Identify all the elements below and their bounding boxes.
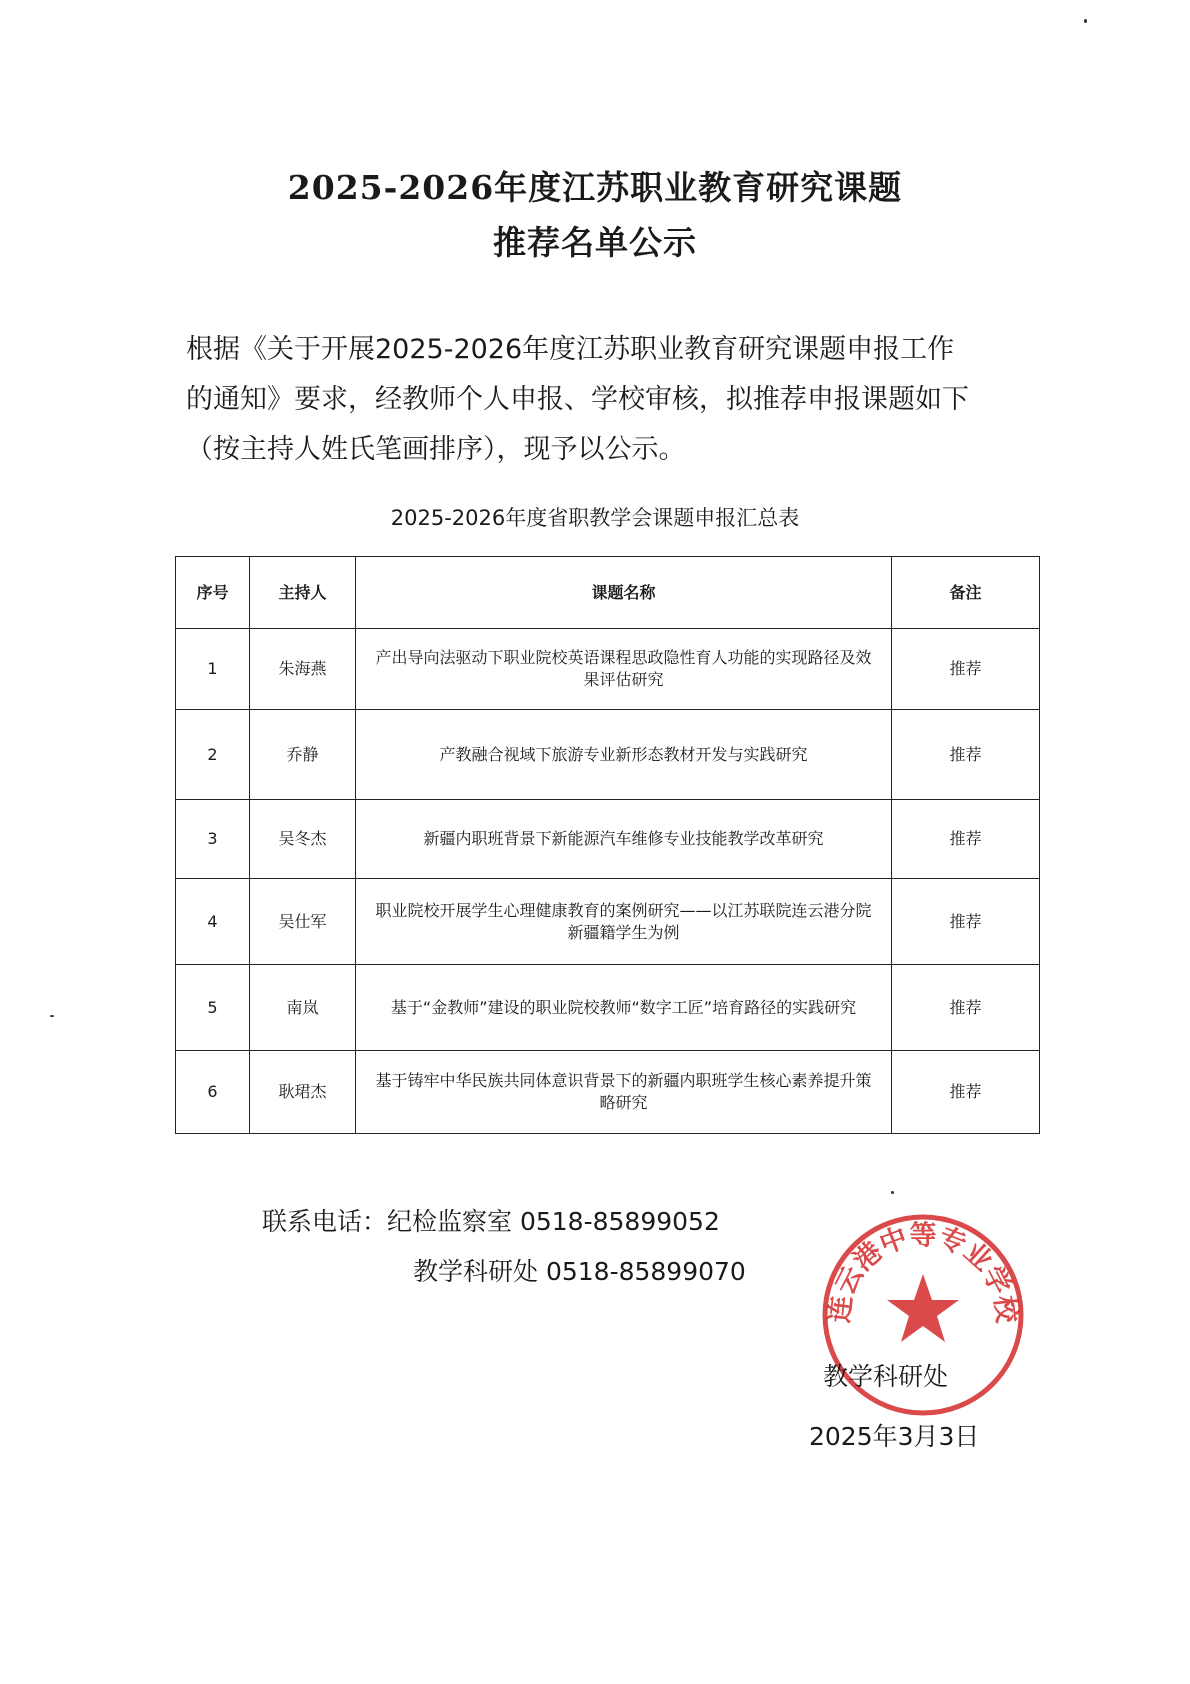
contact-research-office: 教学科研处 0518-85899070 — [413, 1257, 746, 1286]
row-host: 耿珺杰 — [250, 1051, 356, 1134]
signing-date: 2025年3月3日 — [809, 1422, 980, 1451]
row-note: 推荐 — [892, 879, 1040, 965]
row-topic: 基于铸牢中华民族共同体意识背景下的新疆内职班学生核心素养提升策略研究 — [356, 1051, 892, 1134]
row-topic: 产教融合视域下旅游专业新形态教材开发与实践研究 — [356, 710, 892, 800]
header-no: 序号 — [176, 557, 250, 629]
row-no: 4 — [176, 879, 250, 965]
header-host: 主持人 — [250, 557, 356, 629]
header-topic: 课题名称 — [356, 557, 892, 629]
signing-office: 教学科研处 — [823, 1362, 949, 1391]
table-header-row — [176, 557, 1040, 629]
scan-speck — [1084, 19, 1087, 23]
contact-label: 联系电话： — [262, 1207, 388, 1236]
row-topic: 职业院校开展学生心理健康教育的案例研究——以江苏联院连云港分院新疆籍学生为例 — [356, 879, 892, 965]
seal-star-icon — [887, 1274, 959, 1342]
table-row — [176, 710, 1040, 800]
row-host: 吴仕军 — [250, 879, 356, 965]
contact-line-1 — [262, 1202, 720, 1238]
intro-line-3: （按主持人姓氏笔画排序），现予以公示。 — [186, 434, 686, 465]
row-note: 推荐 — [892, 965, 1040, 1051]
recommendation-table — [175, 556, 1040, 1134]
row-no: 3 — [176, 800, 250, 879]
scan-speck — [50, 1015, 54, 1017]
row-no: 6 — [176, 1051, 250, 1134]
row-host: 吴冬杰 — [250, 800, 356, 879]
row-no: 2 — [176, 710, 250, 800]
row-note: 推荐 — [892, 629, 1040, 710]
table-row — [176, 1051, 1040, 1134]
row-note: 推荐 — [892, 1051, 1040, 1134]
scan-speck — [891, 1191, 894, 1194]
document-title-line2: 推荐名单公示 — [493, 223, 697, 262]
row-topic: 新疆内职班背景下新能源汽车维修专业技能教学改革研究 — [356, 800, 892, 879]
document-title-line1: 2025-2026年度江苏职业教育研究课题 — [287, 168, 903, 207]
row-topic: 基于“金教师”建设的职业院校教师“数字工匠”培育路径的实践研究 — [356, 965, 892, 1051]
table-caption: 2025-2026年度省职教学会课题申报汇总表 — [390, 506, 800, 530]
row-host: 乔静 — [250, 710, 356, 800]
table-row — [176, 800, 1040, 879]
row-host: 南岚 — [250, 965, 356, 1051]
intro-line-1: 根据《关于开展2025-2026年度江苏职业教育研究课题申报工作 — [186, 334, 955, 365]
contact-discipline-office: 纪检监察室 0518-85899052 — [387, 1207, 720, 1236]
row-no: 5 — [176, 965, 250, 1051]
row-note: 推荐 — [892, 800, 1040, 879]
table-row — [176, 629, 1040, 710]
seal-text: 连云港中等专业学校 — [824, 1220, 1022, 1325]
table-row — [176, 879, 1040, 965]
intro-line-2: 的通知》要求，经教师个人申报、学校审核，拟推荐申报课题如下 — [186, 384, 969, 415]
table-row — [176, 965, 1040, 1051]
row-no: 1 — [176, 629, 250, 710]
row-note: 推荐 — [892, 710, 1040, 800]
row-topic: 产出导向法驱动下职业院校英语课程思政隐性育人功能的实现路径及效果评估研究 — [356, 629, 892, 710]
row-host: 朱海燕 — [250, 629, 356, 710]
header-note: 备注 — [892, 557, 1040, 629]
